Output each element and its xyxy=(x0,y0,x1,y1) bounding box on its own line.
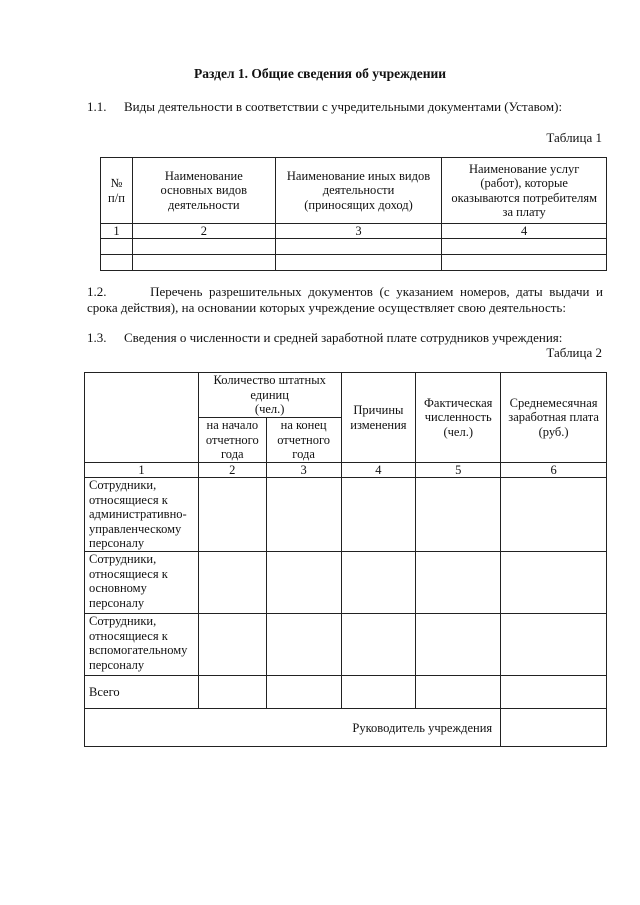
table2-col-number: 3 xyxy=(266,463,341,478)
table1-header-other-activities: Наименование иных видов деятельности (приносящих доход) xyxy=(275,158,442,224)
table2-cell[interactable] xyxy=(416,614,501,676)
table2-cell[interactable] xyxy=(416,478,501,552)
table2-row-main-label: Сотрудники, относящиеся к основному персоналу xyxy=(85,552,199,614)
table1-col-number: 1 xyxy=(101,224,133,239)
table1-header-number: № п/п xyxy=(101,158,133,224)
paragraph-1-2-number: 1.2. xyxy=(87,284,107,299)
table2-cell[interactable] xyxy=(266,614,341,676)
table2-cell[interactable] xyxy=(501,676,607,709)
table2-header-staff-units: Количество штатных единиц (чел.) xyxy=(198,373,341,418)
paragraph-1-1-number: 1.1. xyxy=(87,99,107,114)
table2-header-start-year: на начало отчетного года xyxy=(198,418,266,463)
table2 xyxy=(84,372,607,747)
table2-row-support-label: Сотрудники, относящиеся к вспомогательному персоналу xyxy=(85,614,199,676)
table2-cell[interactable] xyxy=(266,676,341,709)
table1-cell[interactable] xyxy=(132,239,275,255)
table2-col-number: 5 xyxy=(416,463,501,478)
table1-cell[interactable] xyxy=(275,239,442,255)
table2-header-end-year: на конец отчетного года xyxy=(266,418,341,463)
table1-cell[interactable] xyxy=(132,255,275,271)
table1-cell[interactable] xyxy=(442,255,607,271)
table2-header-category xyxy=(85,373,199,463)
table2-header-salary: Среднемесячная заработная плата (руб.) xyxy=(501,373,607,463)
table2-cell[interactable] xyxy=(501,552,607,614)
table2-row-total-label: Всего xyxy=(85,676,199,709)
table2-col-number: 2 xyxy=(198,463,266,478)
table2-col-number: 1 xyxy=(85,463,199,478)
table2-caption: Таблица 2 xyxy=(546,345,602,360)
paragraph-1-3-text: Сведения о численности и средней заработной плате сотрудников учреждения: xyxy=(124,330,563,345)
paragraph-1-3-number: 1.3. xyxy=(87,330,107,345)
table2-cell[interactable] xyxy=(341,478,416,552)
table1-cell[interactable] xyxy=(101,239,133,255)
paragraph-1-2-text: Перечень разрешительных документов (с указанием номеров, даты выдачи и срока действия), на основании которых учреждение осуществляет свою деятельность: xyxy=(87,284,604,315)
table1-cell[interactable] xyxy=(101,255,133,271)
table1-caption: Таблица 1 xyxy=(546,130,602,145)
table1-header-paid-services: Наименование услуг (работ), которые оказываются потребителям за плату xyxy=(442,158,607,224)
table2-cell[interactable] xyxy=(341,614,416,676)
table1-col-number: 2 xyxy=(132,224,275,239)
table2-cell[interactable] xyxy=(266,552,341,614)
table1-col-number: 4 xyxy=(442,224,607,239)
table2-col-number: 6 xyxy=(501,463,607,478)
table2-cell[interactable] xyxy=(198,478,266,552)
table2-cell[interactable] xyxy=(416,676,501,709)
table2-cell[interactable] xyxy=(266,478,341,552)
table1-cell[interactable] xyxy=(275,255,442,271)
table2-cell[interactable] xyxy=(341,552,416,614)
table2-col-number: 4 xyxy=(341,463,416,478)
table2-header-actual: Фактическая численность (чел.) xyxy=(416,373,501,463)
signature-cell[interactable] xyxy=(501,709,607,747)
table2-header-reasons: Причины изменения xyxy=(341,373,416,463)
table2-cell[interactable] xyxy=(501,478,607,552)
table1-col-number: 3 xyxy=(275,224,442,239)
table1 xyxy=(100,157,607,271)
table2-cell[interactable] xyxy=(341,676,416,709)
paragraph-1-1-text: Виды деятельности в соответствии с учредительными документами (Уставом): xyxy=(124,99,563,114)
table2-cell[interactable] xyxy=(416,552,501,614)
table2-cell[interactable] xyxy=(501,614,607,676)
table1-cell[interactable] xyxy=(442,239,607,255)
table2-cell[interactable] xyxy=(198,552,266,614)
table2-cell[interactable] xyxy=(198,676,266,709)
table2-row-admin-label: Сотрудники, относящиеся к административно- управленческому персоналу xyxy=(85,478,199,552)
signature-label: Руководитель учреждения xyxy=(85,709,501,747)
table2-cell[interactable] xyxy=(198,614,266,676)
section-title: Раздел 1. Общие сведения об учреждении xyxy=(193,66,447,81)
table1-header-main-activities: Наименование основных видов деятельности xyxy=(132,158,275,224)
